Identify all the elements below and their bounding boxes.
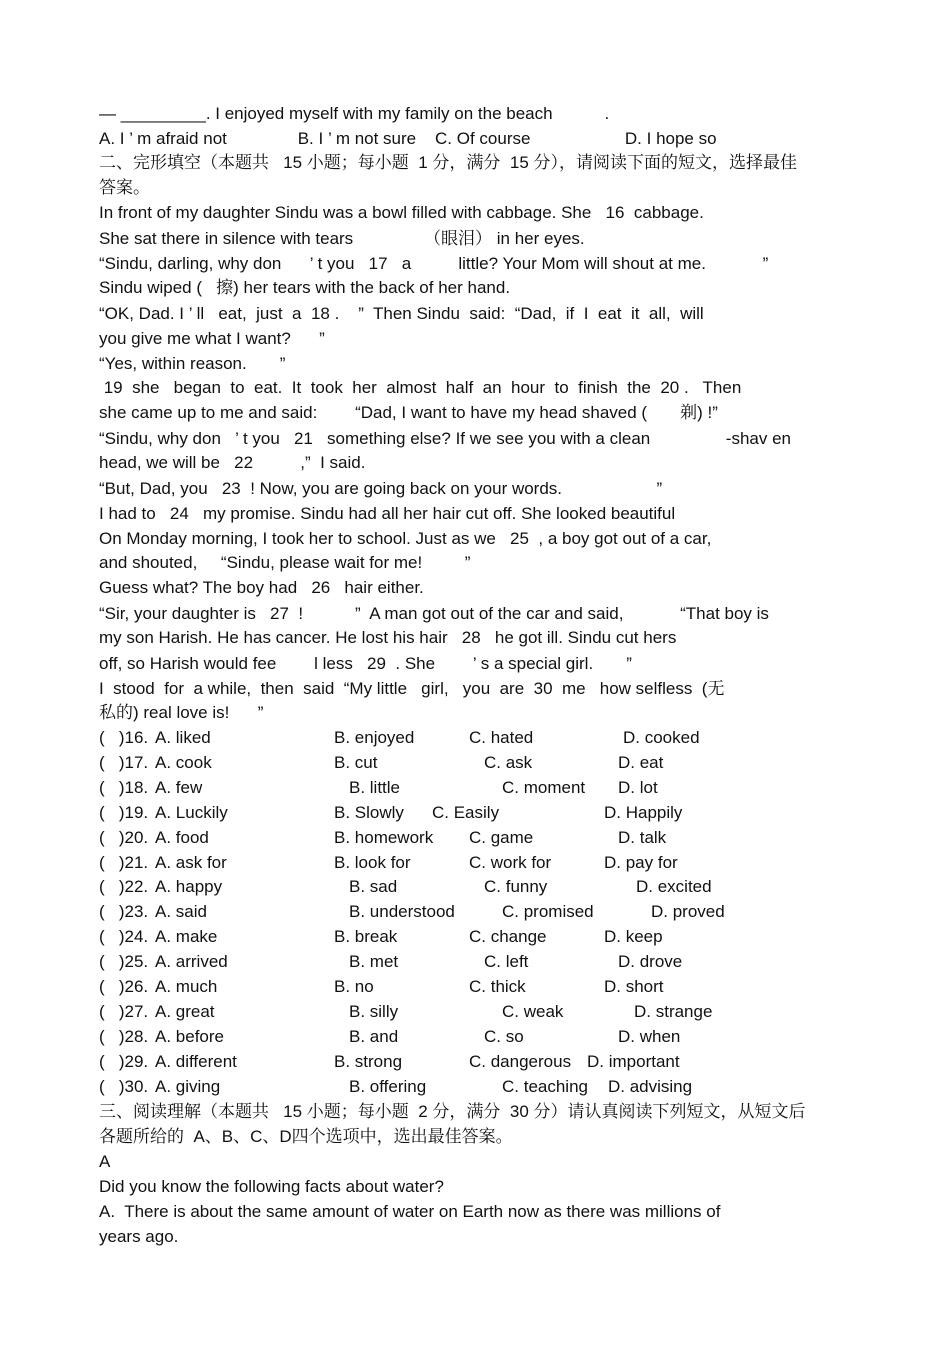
question-number: ( )29. (99, 1051, 149, 1071)
passage-line: I stood for a while, then said “My little girl, you are 30 me how selfless (无 (99, 679, 725, 698)
passage-label: A (99, 1152, 111, 1171)
question-number: ( )21. (99, 852, 149, 872)
option-b: B. silly (349, 1001, 399, 1021)
option-d: D. Happily (604, 802, 683, 822)
option-c: C. weak (502, 1001, 564, 1021)
question-number: ( )18. (99, 777, 149, 797)
question-number: ( )23. (99, 902, 149, 922)
option-c: C. left (484, 952, 529, 972)
option-a: A. said (155, 902, 207, 922)
option-c: C. moment (502, 777, 586, 797)
option-a: A. great (155, 1001, 215, 1021)
section-3-heading: 三、阅读理解（本题共 15 小题；每小题 2 分，满分 30 分）请认真阅读下列短文，从短文后 (99, 1102, 806, 1121)
option-c: C. hated (469, 728, 534, 747)
option-b: B. cut (334, 752, 378, 772)
question-number: ( )30. (99, 1076, 149, 1096)
option-a: A. Luckily (155, 802, 228, 822)
option-b: B. homework (334, 827, 434, 847)
option-d: D. proved (651, 902, 725, 922)
option-a: A. different (155, 1051, 237, 1071)
option-d: D. eat (618, 752, 664, 772)
question-number: ( )16. (99, 728, 149, 747)
option-d: D. important (587, 1051, 680, 1071)
passage-line: A. There is about the same amount of water on Earth now as there was millions of (99, 1202, 721, 1221)
passage-line: “Sir, your daughter is 27 ! ” A man got out of the car and said, “That boy is (99, 604, 769, 623)
option-a: A. make (155, 927, 218, 947)
option-c: C. ask (484, 752, 533, 772)
option-a: A. liked (155, 728, 211, 747)
question-number: ( )19. (99, 802, 149, 822)
option-c: C. teaching (502, 1076, 588, 1096)
option-a: A. few (155, 777, 203, 797)
option-d: D. lot (618, 777, 658, 797)
option-a: A. before (155, 1026, 224, 1046)
option-b: B. offering (349, 1076, 427, 1096)
option-b: B. Slowly (334, 802, 404, 822)
question-number: ( )27. (99, 1001, 149, 1021)
option-a: A. arrived (155, 952, 228, 972)
option-c: C. funny (484, 877, 548, 897)
passage-line: 19 she began to eat. It took her almost half an hour to finish the 20 . Then (99, 378, 742, 397)
option-b: B. break (334, 927, 398, 947)
passage-line: you give me what I want? ” (99, 329, 325, 348)
passage-line: 私的) real love is! ” (99, 703, 264, 722)
option-d: D. talk (618, 827, 667, 847)
passage-line: head, we will be 22 ,” I said. (99, 453, 366, 472)
question-number: ( )28. (99, 1026, 149, 1046)
passage-line: She sat there in silence with tears （眼泪） in her eyes. (99, 229, 585, 248)
passage-line: In front of my daughter Sindu was a bowl filled with cabbage. She 16 cabbage. (99, 203, 704, 222)
option-b: B. strong (334, 1051, 403, 1071)
section-2-heading: 二、完形填空（本题共 15 小题；每小题 1 分，满分 15 分），请阅读下面的短文，选择最佳 (99, 153, 798, 172)
passage-line: I had to 24 my promise. Sindu had all her hair cut off. She looked beautiful (99, 504, 676, 523)
option-c: C. game (469, 827, 534, 847)
option-a: A. much (155, 977, 218, 996)
option-a: A. cook (155, 752, 212, 772)
option-d: D. strange (634, 1001, 713, 1021)
question-number: ( )25. (99, 952, 149, 972)
option-d: D. drove (618, 952, 683, 972)
option-d: D. keep (604, 927, 663, 947)
question-number: ( )22. (99, 877, 149, 897)
option-c: C. work for (469, 852, 552, 872)
option-d: D. excited (636, 877, 712, 897)
option-a: A. food (155, 827, 209, 847)
passage-line: On Monday morning, I took her to school. Just as we 25 , a boy got out of a car, (99, 529, 712, 548)
passage-line: “Sindu, why don ’ t you 21 something else? If we see you with a clean -shav en (99, 429, 792, 448)
option-b: B. sad (349, 877, 398, 897)
option-d: D. short (604, 977, 664, 996)
passage-line: “Yes, within reason. ” (99, 354, 286, 373)
passage-line: Sindu wiped ( 擦) her tears with the back of her hand. (99, 278, 511, 297)
option-c: C. dangerous (469, 1051, 572, 1071)
section-3-heading-cont: 各题所给的 A、B、C、D四个选项中，选出最佳答案。 (99, 1127, 513, 1146)
option-c: C. promised (502, 902, 594, 922)
passage-line: “OK, Dad. I ’ ll eat, just a 18 . ” Then Sindu said: “Dad, if I eat it all, will (99, 304, 704, 323)
option-b: B. understood (349, 902, 455, 922)
passage-line: my son Harish. He has cancer. He lost his hair 28 he got ill. Sindu cut hers (99, 628, 677, 647)
option-c: C. so (484, 1026, 524, 1046)
passage-line: Guess what? The boy had 26 hair either. (99, 578, 424, 597)
option-c: C. thick (469, 977, 526, 996)
option-b: B. little (349, 777, 401, 797)
passage-line: off, so Harish would fee l less 29 . She ’ s a special girl. ” (99, 654, 632, 673)
option-a: A. giving (155, 1076, 221, 1096)
passage-line: and shouted, “Sindu, please wait for me! ” (99, 553, 471, 572)
passage-line: years ago. (99, 1227, 179, 1246)
question-number: ( )20. (99, 827, 149, 847)
option-b: B. met (349, 952, 399, 972)
option-d: D. cooked (623, 728, 700, 747)
question-number: ( )17. (99, 752, 149, 772)
dialogue-line: — _________. I enjoyed myself with my family on the beach . (99, 104, 610, 123)
option-d: D. advising (608, 1076, 693, 1096)
option-b: B. no (334, 977, 374, 996)
passage-line: “Sindu, darling, why don ’ t you 17 a little? Your Mom will shout at me. ” (99, 254, 769, 273)
option-a: A. ask for (155, 852, 227, 872)
option-d: D. when (618, 1026, 681, 1046)
option-a: A. happy (155, 877, 223, 897)
question-number: ( )24. (99, 927, 149, 947)
section-2-heading-cont: 答案。 (99, 178, 150, 197)
passage-line: Did you know the following facts about water? (99, 1177, 444, 1196)
passage-line: “But, Dad, you 23 ! Now, you are going back on your words. ” (99, 479, 663, 498)
option-b: B. enjoyed (334, 728, 415, 747)
option-c: C. Easily (432, 802, 500, 822)
question-number: ( )26. (99, 977, 149, 996)
option-b: B. and (349, 1026, 399, 1046)
passage-line: she came up to me and said: “Dad, I want to have my head shaved ( 剃) !” (99, 403, 718, 422)
question-15-options: A. I ’ m afraid not B. I ’ m not sure C. Of course D. I hope so (99, 129, 717, 148)
option-b: B. look for (334, 852, 411, 872)
option-d: D. pay for (604, 852, 678, 872)
option-c: C. change (469, 927, 547, 947)
